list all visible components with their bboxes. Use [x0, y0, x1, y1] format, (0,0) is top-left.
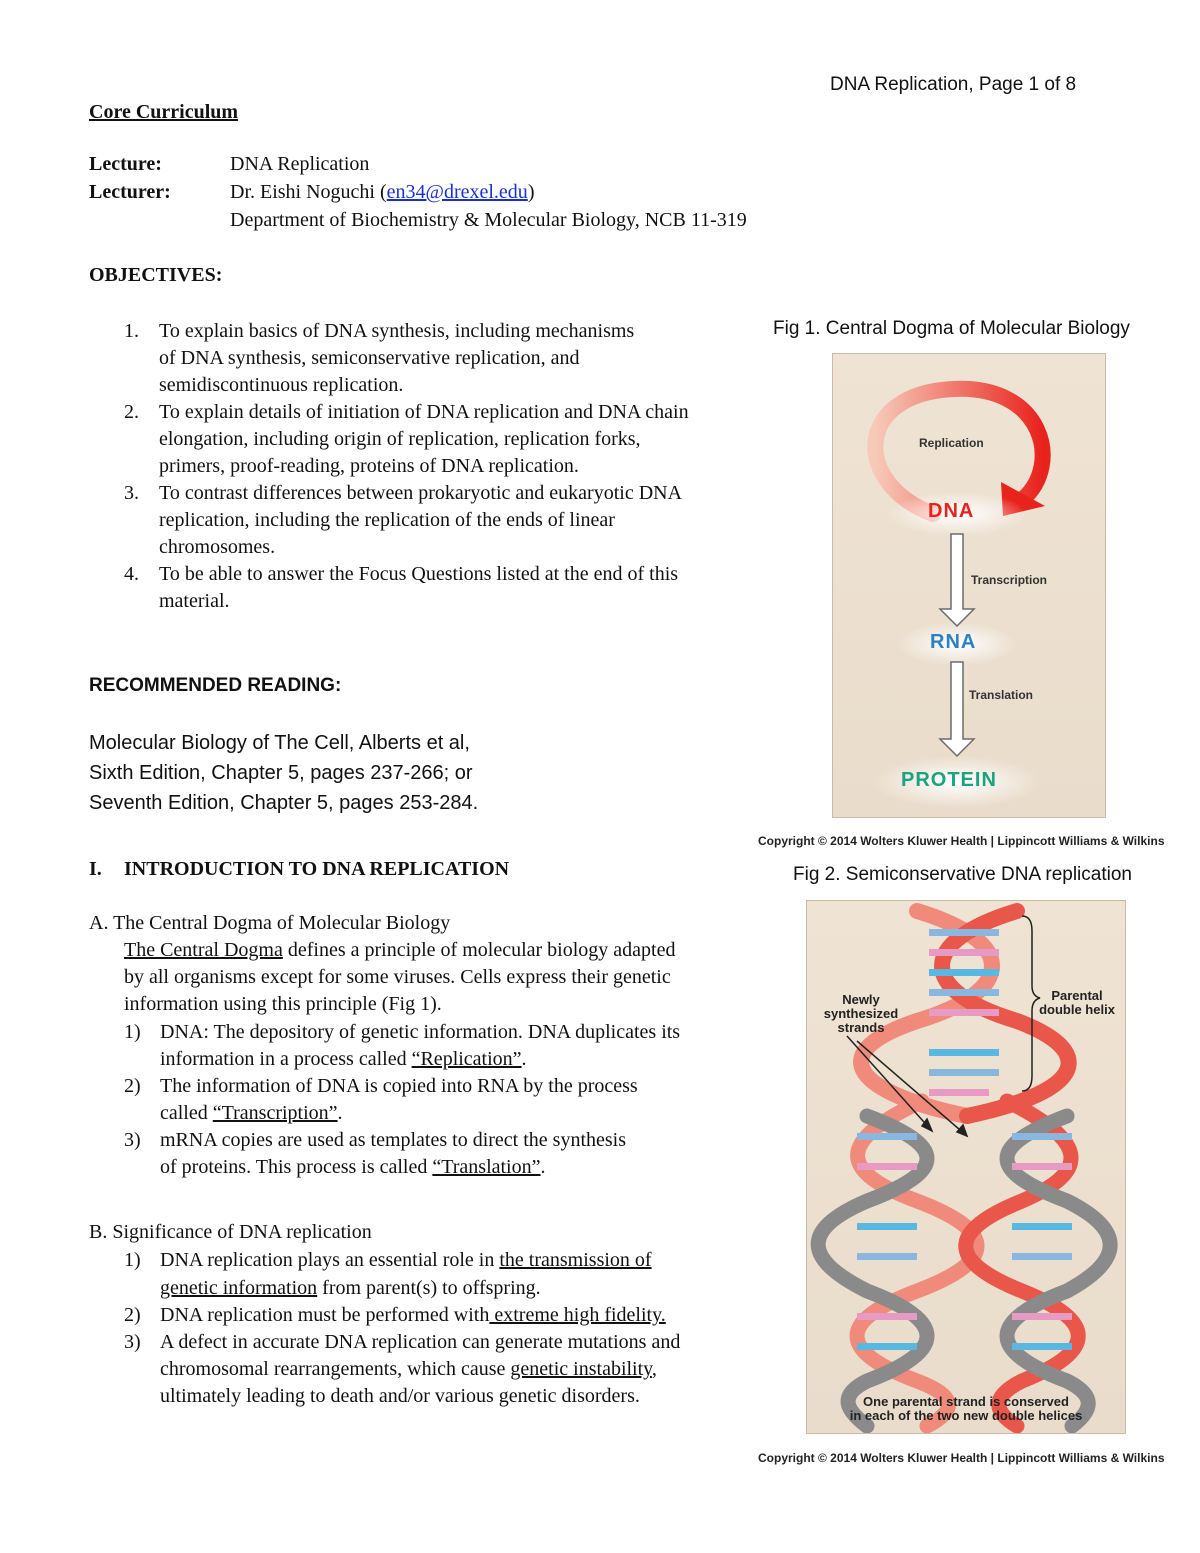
reading-line-1: Molecular Biology of The Cell, Alberts et al, — [89, 732, 470, 754]
newly-synthesized-label — [813, 993, 909, 1035]
fig1-dna-label: DNA — [928, 500, 975, 522]
b-item-3-line-2 — [160, 1356, 657, 1383]
lecturer-name-suffix: ) — [527, 181, 535, 203]
b-item-2-pre: DNA replication must be performed with — [160, 1304, 490, 1326]
a-item-1-num: 1) — [124, 1021, 141, 1043]
fig1-translation-label: Translation — [969, 688, 1034, 702]
fig1-protein-label: PROTEIN — [901, 769, 997, 791]
lecturer-label: Lecturer: — [89, 181, 171, 203]
fig1-rna-label: RNA — [930, 631, 977, 653]
b-item-3-pre: chromosomal rearrangements, which cause — [160, 1358, 511, 1380]
conserved-strand-caption — [807, 1395, 1125, 1423]
a-item-2-pre: called — [160, 1102, 213, 1124]
objective-3-line-1: To contrast differences between prokaryotic and eukaryotic DNA — [159, 482, 683, 504]
section-heading: INTRODUCTION TO DNA REPLICATION — [124, 858, 510, 880]
b-item-1-line-2 — [160, 1275, 541, 1302]
page-header: DNA Replication, Page 1 of 8 — [830, 74, 1077, 95]
bottom-l1: One parental strand is conserved — [863, 1394, 1069, 1409]
a-item-3-pre: of proteins. This process is called — [160, 1156, 433, 1178]
genetic-instability-term: genetic instability — [510, 1358, 652, 1380]
objective-4-num: 4. — [124, 563, 139, 585]
objective-1-num: 1. — [124, 320, 139, 342]
a-item-2-line-1: The information of DNA is copied into RNA by the process — [160, 1075, 638, 1097]
objective-3-line-2: replication, including the replication of the ends of linear — [159, 509, 615, 531]
b-item-1-num: 1) — [124, 1249, 141, 1271]
fig1-transcription-label: Transcription — [971, 573, 1048, 587]
bottom-l2: in each of the two new double helices — [849, 1408, 1083, 1423]
fig1-panel — [832, 353, 1106, 818]
transcription-term: “Transcription” — [212, 1102, 338, 1124]
lecture-label: Lecture: — [89, 153, 162, 175]
a-item-1-pre: information in a process called — [160, 1048, 412, 1070]
a-item-2-line-2 — [160, 1100, 343, 1127]
reading-heading: RECOMMENDED READING: — [89, 675, 342, 696]
fig1-replication-label: Replication — [919, 436, 984, 450]
newly-l2: synthesized — [823, 1006, 899, 1021]
right-base-pairs — [1012, 1133, 1072, 1350]
fig1-title: Fig 1. Central Dogma of Molecular Biology — [773, 318, 1130, 339]
objective-4-line-1: To be able to answer the Focus Questions listed at the end of this — [159, 563, 679, 585]
objective-3-num: 3. — [124, 482, 139, 504]
b-item-2-line-1 — [160, 1302, 666, 1329]
course-title: Core Curriculum — [89, 101, 239, 123]
a-item-3-line-1: mRNA copies are used as templates to direct the synthesis — [160, 1129, 627, 1151]
b-item-3-line-1: A defect in accurate DNA replication can generate mutations and — [160, 1331, 681, 1353]
objective-1-line-2: of DNA synthesis, semiconservative replication, and — [159, 347, 580, 369]
newly-l3: strands — [837, 1020, 885, 1035]
a-item-1-post: . — [521, 1048, 527, 1070]
b-item-1-post: from parent(s) to offspring. — [317, 1277, 541, 1299]
b-item-2-num: 2) — [124, 1304, 141, 1326]
newly-l1: Newly — [842, 992, 880, 1007]
subsection-a-title: A. The Central Dogma of Molecular Biology — [89, 912, 451, 934]
objective-4-line-2: material. — [159, 590, 230, 612]
b-item-1-line-1 — [160, 1247, 652, 1274]
central-dogma-paragraph-line-3: information using this principle (Fig 1). — [124, 993, 442, 1015]
reading-line-3: Seventh Edition, Chapter 5, pages 253-284. — [89, 792, 479, 814]
a-item-1-line-2 — [160, 1046, 527, 1073]
lecturer-name: Dr. Eishi Noguchi ( — [230, 181, 387, 203]
objective-2-line-2: elongation, including origin of replication, replication forks, — [159, 428, 641, 450]
transmission-term: the transmission of — [499, 1249, 652, 1271]
a-item-3-line-2 — [160, 1154, 546, 1181]
objective-2-num: 2. — [124, 401, 139, 423]
central-dogma-paragraph-line-1 — [124, 937, 675, 964]
lecture-value: DNA Replication — [230, 153, 370, 175]
a-item-3-num: 3) — [124, 1129, 141, 1151]
section-number: I. — [89, 858, 102, 880]
genetic-information-term: genetic information — [160, 1277, 318, 1299]
a-item-3-post: . — [540, 1156, 546, 1178]
fig2-copyright: Copyright © 2014 Wolters Kluwer Health | Lippincott Williams & Wilkins — [758, 1451, 1165, 1465]
translation-term: “Translation” — [432, 1156, 541, 1178]
fig2-panel — [806, 900, 1126, 1434]
objective-3-line-3: chromosomes. — [159, 536, 276, 558]
parental-double-helix-label — [1029, 989, 1125, 1017]
replication-term: “Replication” — [411, 1048, 522, 1070]
subsection-b-title: B. Significance of DNA replication — [89, 1221, 372, 1243]
central-dogma-line1-rest: defines a principle of molecular biology adapted — [282, 939, 676, 961]
lecturer-email-link[interactable]: en34@drexel.edu — [386, 181, 528, 203]
replication-diagram — [807, 901, 1125, 1433]
objective-1-line-3: semidiscontinuous replication. — [159, 374, 404, 396]
right-daughter-helix — [966, 1101, 1110, 1426]
a-item-1-line-1: DNA: The depository of genetic information. DNA duplicates its — [160, 1021, 681, 1043]
left-daughter-helix — [818, 1101, 977, 1426]
transcription-arrow — [940, 534, 974, 626]
a-item-2-post: . — [337, 1102, 343, 1124]
central-dogma-diagram — [833, 354, 1105, 817]
central-dogma-paragraph-line-2: by all organisms except for some viruses. Cells express their genetic — [124, 966, 671, 988]
central-dogma-term: The Central Dogma — [124, 939, 283, 961]
left-base-pairs — [857, 1133, 917, 1350]
objective-2-line-3: primers, proof-reading, proteins of DNA replication. — [159, 455, 579, 477]
parental-l1: Parental — [1051, 988, 1103, 1003]
fig1-copyright: Copyright © 2014 Wolters Kluwer Health | Lippincott Williams & Wilkins — [758, 834, 1165, 848]
objective-2-line-1: To explain details of initiation of DNA replication and DNA chain — [159, 401, 689, 423]
b-item-3-line-3: ultimately leading to death and/or various genetic disorders. — [160, 1385, 640, 1407]
b-item-3-num: 3) — [124, 1331, 141, 1353]
parental-base-pairs — [929, 929, 999, 1096]
a-item-2-num: 2) — [124, 1075, 141, 1097]
parental-l2: double helix — [1039, 1002, 1115, 1017]
fig2-title: Fig 2. Semiconservative DNA replication — [793, 864, 1132, 885]
translation-arrow — [940, 662, 974, 756]
objective-1-line-1: To explain basics of DNA synthesis, including mechanisms — [159, 320, 635, 342]
objectives-heading: OBJECTIVES: — [89, 264, 223, 286]
b-item-3-post: , — [651, 1358, 657, 1380]
b-item-1-pre: DNA replication plays an essential role in — [160, 1249, 500, 1271]
reading-line-2: Sixth Edition, Chapter 5, pages 237-266; or — [89, 762, 473, 784]
department: Department of Biochemistry & Molecular Biology, NCB 11-319 — [230, 209, 747, 231]
high-fidelity-term: extreme high fidelity. — [489, 1304, 666, 1326]
lecturer-value — [230, 181, 534, 204]
